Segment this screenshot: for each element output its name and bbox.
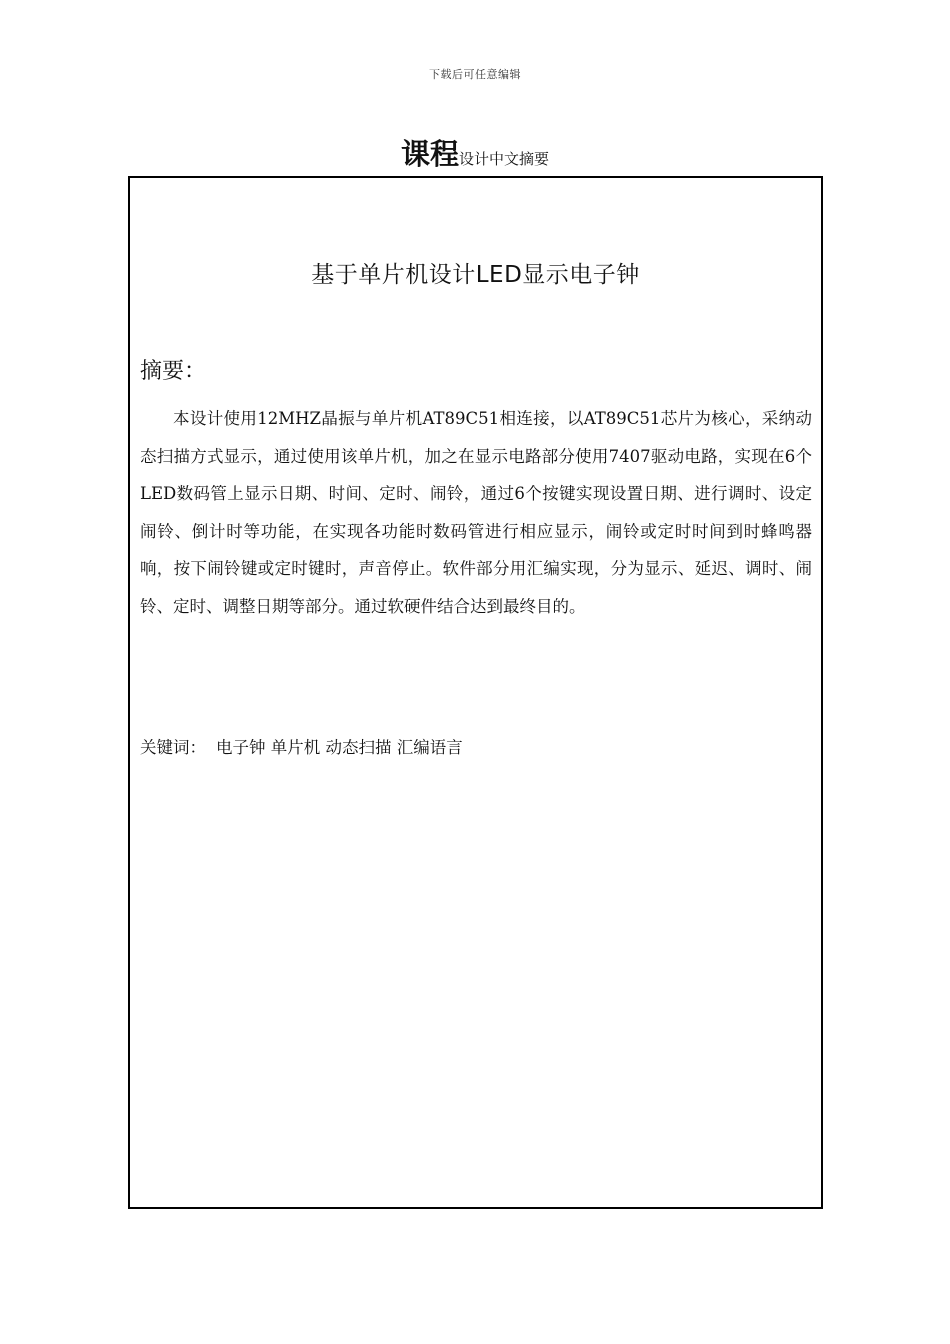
abstract-heading: 摘要： bbox=[140, 359, 207, 384]
keywords-value: 电子钟 单片机 动态扫描 汇编语言 bbox=[216, 738, 463, 757]
keywords-line bbox=[140, 734, 463, 758]
document-title-sub: 设计中文摘要 bbox=[459, 150, 550, 168]
thesis-title: 基于单片机设计LED显示电子钟 bbox=[311, 262, 640, 288]
document-title-main: 课程 bbox=[400, 137, 459, 171]
abstract-body: 本设计使用12MHZ晶振与单片机AT89C51相连接，以AT89C51芯片为核心，采纳动态扫描方式显示，通过使用该单片机，加之在显示电路部分使用7407驱动电路，实现在6个LED数码管上显示日期、时间、定时、闹铃，通过6个按键实现设置日期、进行调时、设定闹铃、倒计时等功能，在实现各功能时数码管进行相应显示，闹铃或定时时间到时蜂鸣器响，按下闹铃键或定时键时，声音停止。软件部分用汇编实现，分为显示、延迟、调时、闹铃、定时、调整日期等部分。通过软硬件结合达到最终目的。 bbox=[140, 409, 812, 616]
document-title bbox=[0, 132, 950, 173]
header-note: 下载后可任意编辑 bbox=[429, 68, 521, 81]
keywords-label: 关键词： bbox=[140, 738, 206, 757]
abstract-frame bbox=[128, 176, 823, 1209]
